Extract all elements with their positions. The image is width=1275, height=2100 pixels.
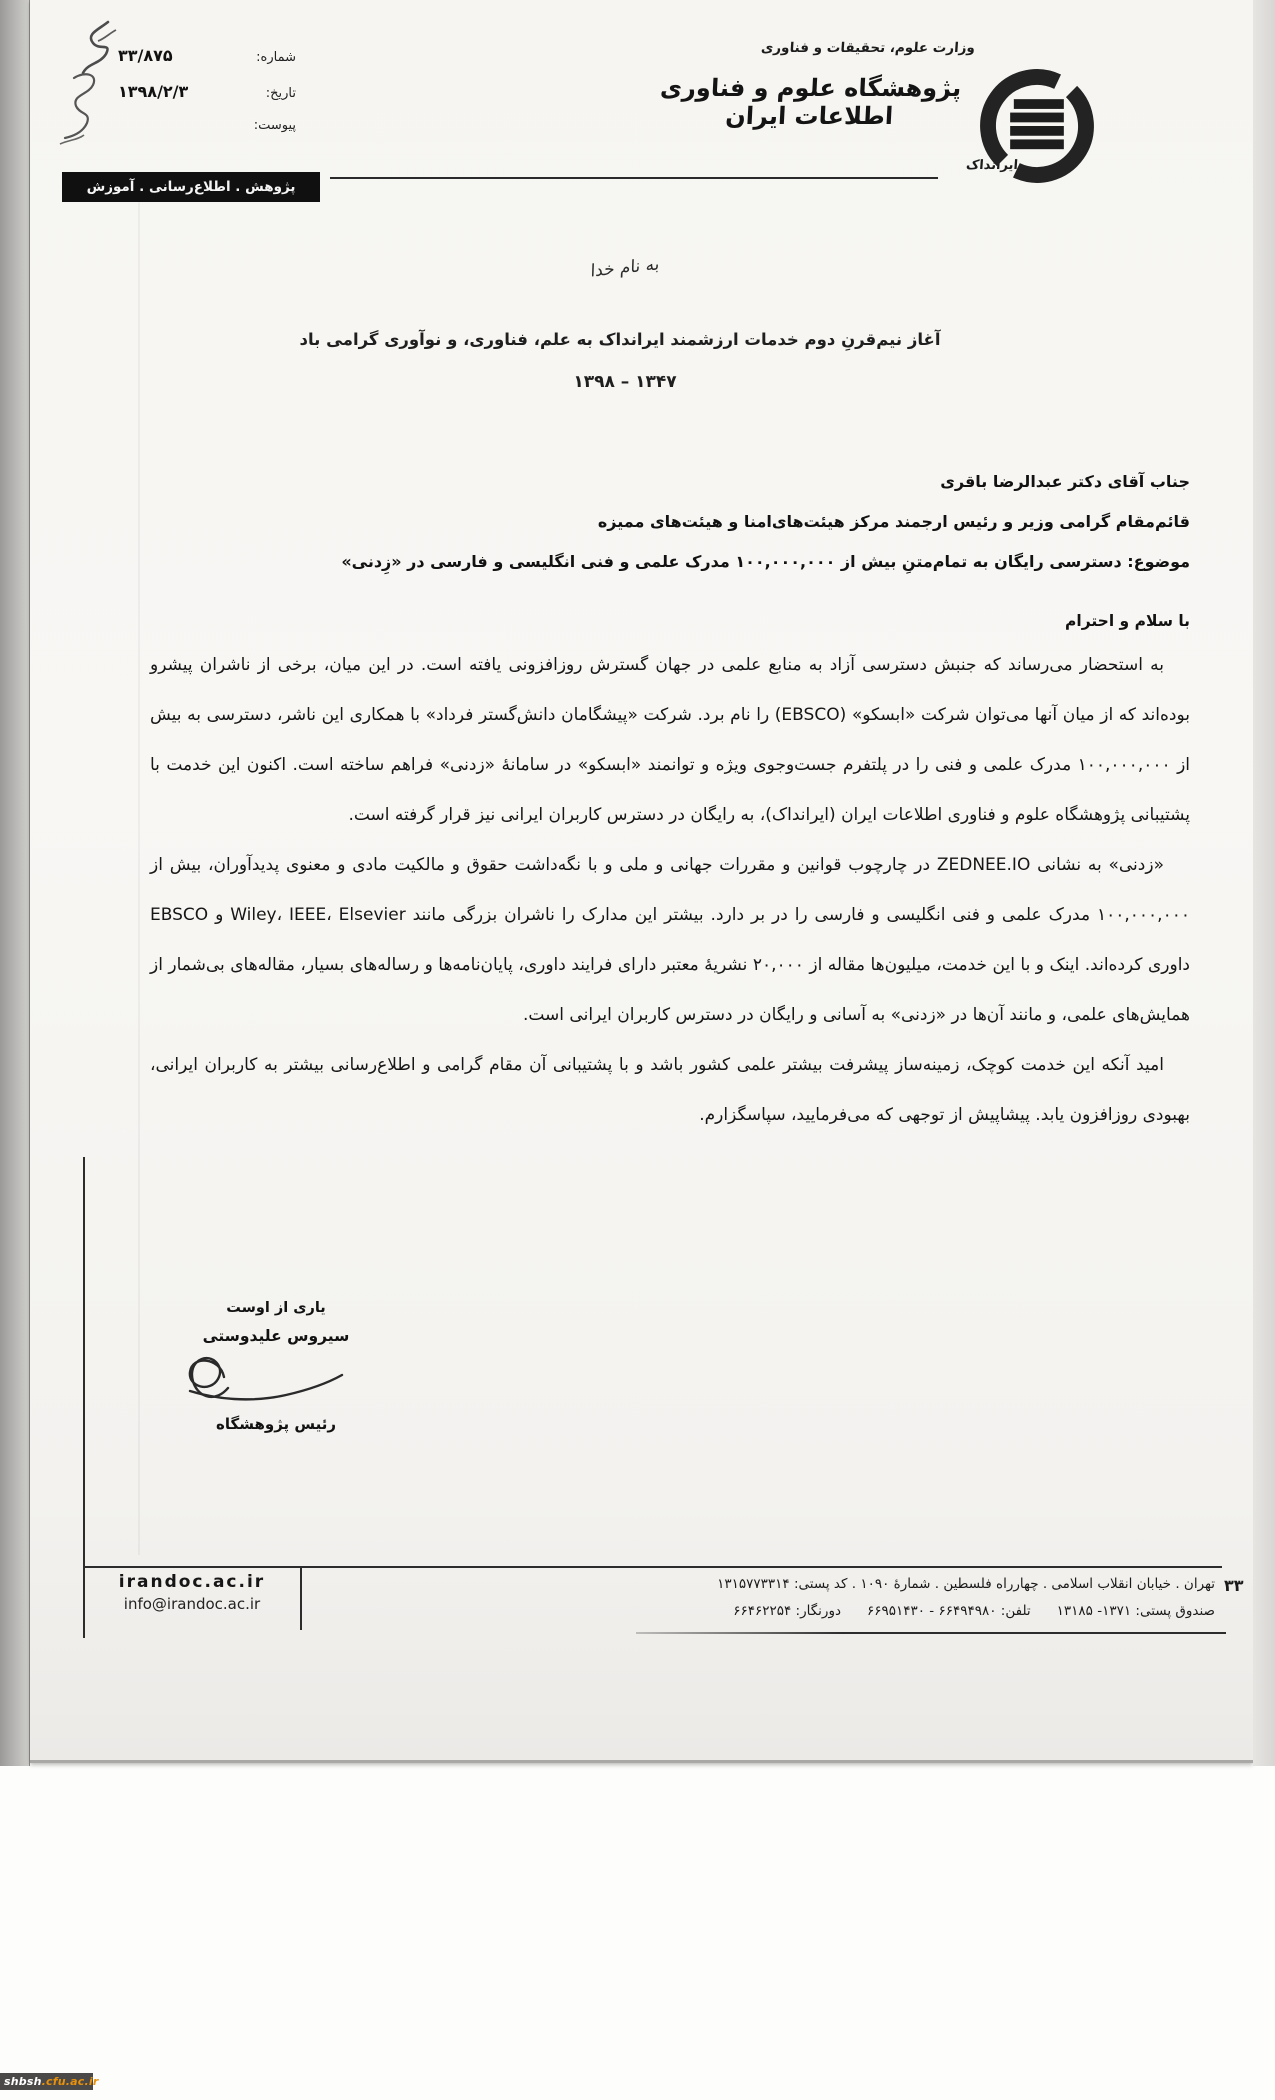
institute-short-name: ایرانداک [965,158,1019,173]
body-paragraph-1: به استحضار می‌رساند که جنبش دسترسی آزاد به منابع علمی در جهان گسترش روزافزونی یافته است. در این میان، برخی از ناشران پیشرو بوده‌اند که از میان آنها می‌توان شرکت «ابسکو» (EBSCO) را نام برد. شرکت «پیشگامان دانش‌گستر فرداد» با همکاری این ناشر، دسترسی به بیش از ۱۰۰,۰۰۰,۰۰۰ مدرک علمی و فنی را در پلتفرم جست‌وجوی ویژه و توانمند «ابسکو» در سامانهٔ «زدنی» فراهم ساخته است. اکنون این خدمت با پشتیبانی پژوهشگاه علوم و فناوری اطلاعات ایران (ایرانداک)، به رایگان در دسترس کاربران ایرانی نیز قرار گرفته است. [150,655,1190,825]
recipient-block [150,462,1190,582]
watermark-bar [0,2073,99,2090]
recipient-title: قائم‌مقام گرامی وزیر و رئیس ارجمند مرکز هیئت‌های‌امنا و هیئت‌های ممیزه [597,512,1190,531]
salutation: با سلام و احترام [1065,612,1190,630]
footer-address [575,1571,1215,1625]
scan-edge-right [1253,0,1275,1766]
anniversary-years: ۱۳۴۷ – ۱۳۹۸ [573,372,677,392]
letterhead-banner [62,172,320,202]
website-url: irandoc.ac.ir [118,1572,266,1592]
letter-body [150,640,1190,1140]
fax: دورنگار: ۶۶۴۶۲۲۵۴ [733,1603,841,1619]
letterhead-divider [330,177,938,179]
footer-contact-web [92,1572,292,1613]
number-label: شماره: [256,50,296,65]
signature-scribble-icon [214,1347,356,1417]
body-paragraph-2: «زدنی» به نشانی ZEDNEE.IO در چارچوب قوانین و مقررات جهانی و ملی و با نگه‌داشت حقوق و مالکیت مادی و معنوی پدیدآوران، بیش از ۱۰۰,۰۰۰,۰۰۰ مدرک علمی و فنی انگلیسی و فارسی را در بر دارد. بیشتر این مدارک را ناشران بزرگی مانند Wiley، IEEE، Elsevier و EBSCO داوری کرده‌اند. اینک و با این خدمت، میلیون‌ها مقاله از ۲۰,۰۰۰ نشریهٔ معتبر دارای فرایند داوری، پایان‌نامه‌ها و رساله‌های بسیار، مقاله‌های بی‌شمار از همایش‌های علمی، و مانند آن‌ها در «زدنی» به آسانی و رایگان در دسترس کاربران ایرانی است. [150,855,1190,1025]
footer-bottom-rule [636,1632,1226,1634]
footer-top-rule [83,1566,1222,1568]
paper-fold-line [138,185,140,1555]
scan-edge-left [0,0,30,1766]
meta-row-attachment [118,118,296,133]
pobox: صندوق پستی: ۱۳۷۱- ۱۳۱۸۵ [1056,1603,1215,1619]
email-address: info@irandoc.ac.ir [123,1595,261,1613]
signatory-name: سیروس علیدوستی [202,1327,350,1345]
recipient-name: جناب آقای دکتر عبدالرضا باقری [940,472,1190,491]
meta-row-date [118,82,296,101]
signature-prayer: یاری از اوست [226,1300,326,1316]
address-line-1: تهران . خیابان انقلاب اسلامی . چهارراه فلسطین . شمارهٔ ۱۰۹۰ . کد پستی: ۱۳۱۵۷۷۳۳۱۴ [717,1576,1215,1592]
watermark-suffix: .cfu.ac.ir [41,2075,99,2088]
anniversary-slogan: آغاز نیم‌قرنِ دوم خدمات ارزشمند ایرانداک به علم، فناوری، و نوآوری گرامی باد [299,330,941,349]
attachment-label: پیوست: [253,118,296,133]
irandoc-logo-icon [976,58,1098,198]
meta-row-number [118,46,296,65]
footer-column-divider [300,1568,302,1630]
date-label: تاریخ: [265,86,296,101]
date-value: ۱۳۹۸/۲/۳ [118,82,189,101]
banner-text: پژوهش . اطلاع‌رسانی . آموزش [86,179,296,195]
address-line-2 [575,1598,1215,1625]
ministry-name: وزارت علوم، تحقیقات و فناوری [760,40,976,56]
number-value: ۳۳/۸۷۵ [118,46,173,65]
body-paragraph-3: امید آنکه این خدمت کوچک، زمینه‌ساز پیشرفت بیشتر علمی کشور باشد و با پشتیبانی آن مقام گرامی و اطلاع‌رسانی بیشتر به کاربران ایرانی، بهبودی روزافزون یابد. پیشاپیش از توجهی که می‌فرمایید، سپاسگزارم. [150,1055,1190,1125]
signatory-title: رئیس پژوهشگاه [216,1415,336,1433]
besmellah-text: به نام خدا [590,254,660,282]
watermark-prefix: shbsh [4,2075,42,2088]
phone: تلفن: ۶۶۴۹۴۹۸۰ - ۶۶۹۵۱۴۳۰ [867,1603,1031,1619]
archive-page-number: ۳۳ [1224,1576,1244,1595]
letter-meta [118,46,296,150]
signature-block [196,1300,356,1433]
letter-subject: موضوع: دسترسی رایگان به تمام‌متنِ بیش از ۱۰۰,۰۰۰,۰۰۰ مدرک علمی و فنی انگلیسی و فارسی در «زِدنی» [341,552,1190,571]
institute-name: پژوهشگاه علوم و فناوری اطلاعات ایران [659,74,963,130]
